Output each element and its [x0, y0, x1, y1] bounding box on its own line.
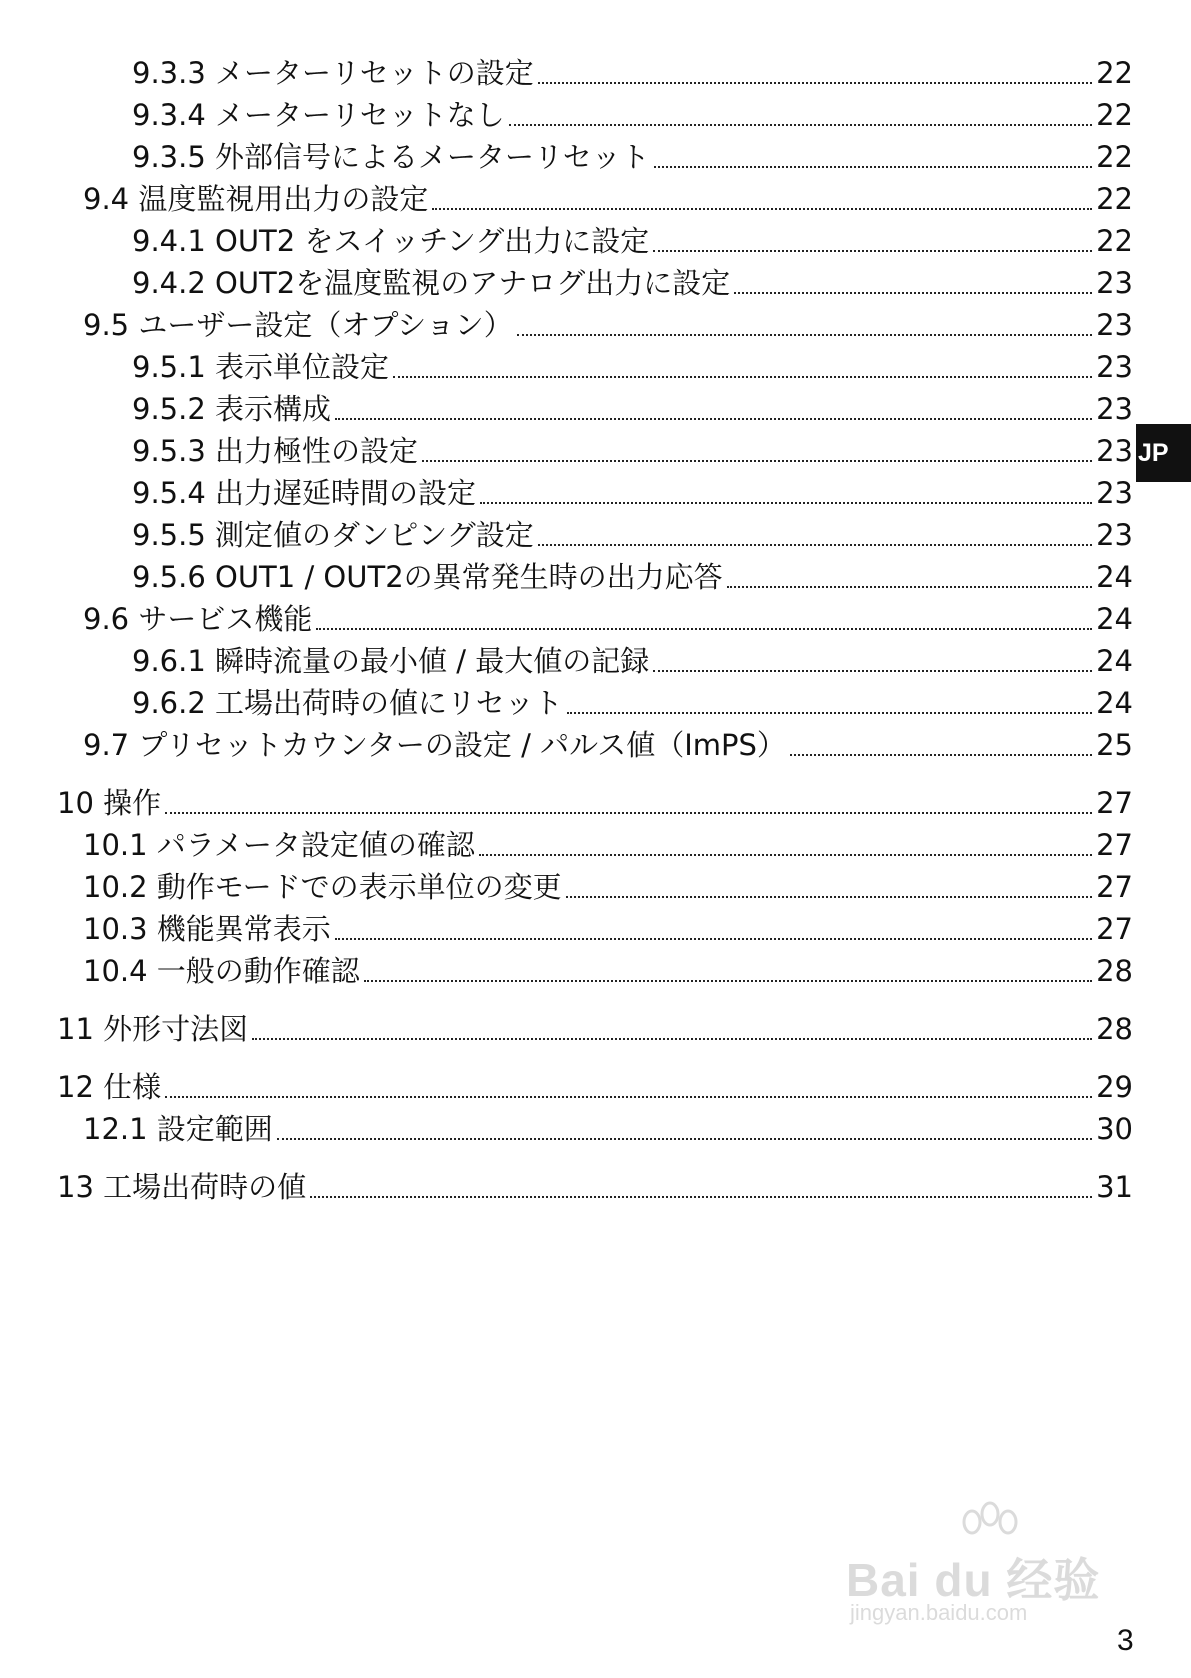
watermark-url: jingyan.baidu.com	[850, 1600, 1028, 1625]
toc-dot-leader	[509, 124, 1092, 126]
toc-entry-page: 23	[1096, 518, 1133, 552]
toc-entry-title: 12 仕様	[57, 1070, 162, 1104]
toc-entry-title: 9.5.5 測定値のダンピング設定	[132, 518, 534, 552]
toc-dot-leader	[165, 812, 1092, 814]
toc-entry[interactable]	[83, 867, 1133, 907]
watermark-brand: Bai du 经验	[846, 1554, 1101, 1606]
toc-entry-title: 9.5 ユーザー設定（オプション）	[83, 308, 513, 342]
toc-entry-page: 28	[1096, 1012, 1133, 1046]
toc-entry-title: 10.3 機能異常表示	[83, 912, 331, 946]
toc-entry[interactable]	[132, 263, 1133, 303]
toc-entry[interactable]	[132, 221, 1133, 261]
toc-entry-title: 9.5.4 出力遅延時間の設定	[132, 476, 477, 510]
toc-entry[interactable]	[83, 599, 1133, 639]
toc-dot-leader	[316, 628, 1092, 630]
toc-entry[interactable]	[57, 1067, 1133, 1107]
toc-entry-page: 24	[1096, 644, 1133, 678]
toc-entry[interactable]	[57, 1167, 1133, 1207]
toc-entry-page: 23	[1096, 350, 1133, 384]
toc-entry-title: 9.7 プリセットカウンターの設定 / パルス値（ImPS）	[83, 728, 786, 762]
toc-entry-title: 9.5.2 表示構成	[132, 392, 332, 426]
toc-dot-leader	[567, 712, 1092, 714]
toc-entry-page: 22	[1096, 224, 1133, 258]
toc-entry[interactable]	[57, 1009, 1133, 1049]
toc-dot-leader	[335, 938, 1092, 940]
toc-entry-title: 9.4 温度監視用出力の設定	[83, 182, 429, 216]
toc-entry-title: 9.5.1 表示単位設定	[132, 350, 390, 384]
toc-dot-leader	[252, 1038, 1092, 1040]
toc-entry[interactable]	[83, 825, 1133, 865]
toc-entry[interactable]	[83, 305, 1133, 345]
toc-dot-leader	[393, 376, 1092, 378]
toc-dot-leader	[310, 1196, 1092, 1198]
toc-entry-title: 9.4.2 OUT2を温度監視のアナログ出力に設定	[132, 266, 731, 300]
toc-entry-page: 24	[1096, 560, 1133, 594]
toc-entry-title: 9.5.3 出力極性の設定	[132, 434, 419, 468]
toc-entry-title: 10.2 動作モードでの表示単位の変更	[83, 870, 562, 904]
toc-dot-leader	[653, 670, 1092, 672]
toc-entry-page: 23	[1096, 476, 1133, 510]
toc-entry-title: 9.3.3 メーターリセットの設定	[132, 56, 534, 90]
toc-entry-title: 10 操作	[57, 786, 162, 820]
toc-entry-page: 31	[1096, 1170, 1133, 1204]
toc-dot-leader	[517, 334, 1092, 336]
toc-dot-leader	[538, 544, 1092, 546]
toc-entry-title: 10.4 一般の動作確認	[83, 954, 360, 988]
toc-dot-leader	[790, 754, 1092, 756]
toc-dot-leader	[727, 586, 1092, 588]
language-tab: JP	[1136, 424, 1191, 482]
toc-dot-leader	[479, 854, 1092, 856]
toc-entry-title: 13 工場出荷時の値	[57, 1170, 307, 1204]
baidu-watermark	[840, 1500, 1130, 1630]
toc-entry[interactable]	[132, 683, 1133, 723]
toc-dot-leader	[566, 896, 1092, 898]
toc-entry[interactable]	[83, 951, 1133, 991]
toc-entry-page: 28	[1096, 954, 1133, 988]
toc-entry-page: 22	[1096, 182, 1133, 216]
toc-dot-leader	[653, 250, 1092, 252]
page-number: 3	[1117, 1624, 1134, 1657]
toc-entry-page: 22	[1096, 56, 1133, 90]
toc-dot-leader	[654, 166, 1092, 168]
toc-entry[interactable]	[83, 179, 1133, 219]
toc-entry-title: 9.6.1 瞬時流量の最小値 / 最大値の記録	[132, 644, 650, 678]
toc-entry-title: 9.4.1 OUT2 をスイッチング出力に設定	[132, 224, 650, 258]
toc-dot-leader	[538, 82, 1092, 84]
toc-entry-page: 24	[1096, 686, 1133, 720]
toc-entry-title: 12.1 設定範囲	[83, 1112, 273, 1146]
toc-entry-page: 27	[1096, 786, 1133, 820]
toc-entry-page: 23	[1096, 266, 1133, 300]
toc-entry-title: 9.3.5 外部信号によるメーターリセット	[132, 140, 650, 174]
toc-entry[interactable]	[83, 1109, 1133, 1149]
toc-entry[interactable]	[132, 473, 1133, 513]
toc-entry-page: 25	[1096, 728, 1133, 762]
toc-dot-leader	[734, 292, 1092, 294]
toc-entry[interactable]	[132, 95, 1133, 135]
toc-entry-title: 9.6 サービス機能	[83, 602, 313, 636]
toc-entry-page: 27	[1096, 912, 1133, 946]
toc-entry-page: 24	[1096, 602, 1133, 636]
toc-entry-title: 10.1 パラメータ設定値の確認	[83, 828, 475, 862]
toc-entry-title: 11 外形寸法図	[57, 1012, 249, 1046]
toc-entry-page: 22	[1096, 140, 1133, 174]
toc-entry-title: 9.6.2 工場出荷時の値にリセット	[132, 686, 563, 720]
toc-entry-title: 9.3.4 メーターリセットなし	[132, 98, 505, 132]
toc-entry-page: 27	[1096, 870, 1133, 904]
toc-entry[interactable]	[83, 909, 1133, 949]
toc-dot-leader	[364, 980, 1092, 982]
toc-dot-leader	[165, 1096, 1092, 1098]
toc-entry[interactable]	[132, 557, 1133, 597]
toc-entry-page: 27	[1096, 828, 1133, 862]
toc-entry[interactable]	[132, 431, 1133, 471]
toc-entry-page: 23	[1096, 434, 1133, 468]
toc-entry-page: 29	[1096, 1070, 1133, 1104]
toc-entry[interactable]	[132, 137, 1133, 177]
toc-dot-leader	[480, 502, 1092, 504]
toc-entry-page: 30	[1096, 1112, 1133, 1146]
toc-entry[interactable]	[132, 389, 1133, 429]
toc-entry[interactable]	[57, 783, 1133, 823]
toc-entry[interactable]	[83, 725, 1133, 765]
toc-dot-leader	[277, 1138, 1092, 1140]
toc-entry-title: 9.5.6 OUT1 / OUT2の異常発生時の出力応答	[132, 560, 723, 594]
toc-entry[interactable]	[132, 515, 1133, 555]
toc-entry[interactable]	[132, 347, 1133, 387]
toc-dot-leader	[432, 208, 1092, 210]
toc-entry[interactable]	[132, 641, 1133, 681]
toc-entry[interactable]	[132, 53, 1133, 93]
toc-entry-page: 23	[1096, 308, 1133, 342]
toc-entry-page: 22	[1096, 98, 1133, 132]
toc-entry-page: 23	[1096, 392, 1133, 426]
toc-dot-leader	[422, 460, 1092, 462]
toc-dot-leader	[335, 418, 1092, 420]
